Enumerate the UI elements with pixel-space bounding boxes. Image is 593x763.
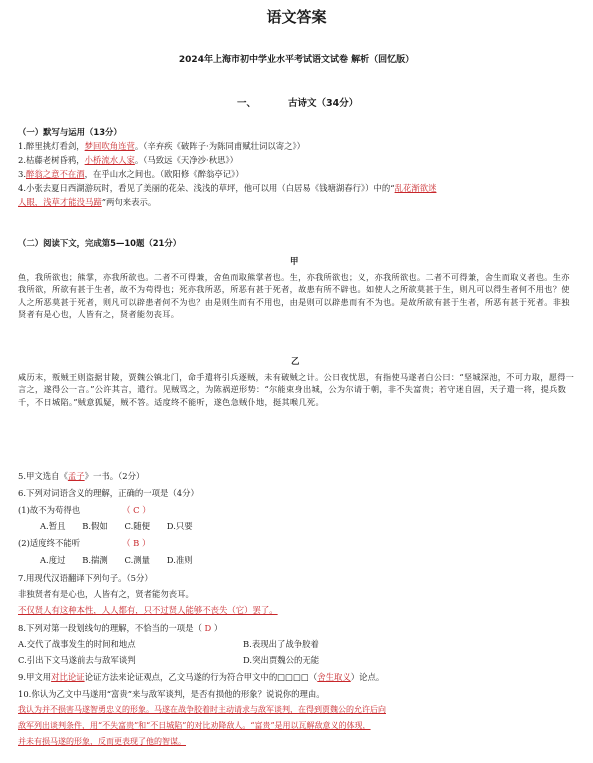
part1-header: （一）默写与运用（13分） bbox=[18, 127, 122, 137]
q6-sub2-stem: (2)适度终不能听 bbox=[18, 538, 81, 548]
question-10: 10.你认为乙文中马遂用“富贵”来与敌军谈判，是否有损他的形象？说说你的理由。 bbox=[18, 689, 325, 699]
passage-jia-label: 甲 bbox=[290, 256, 299, 266]
q3-answer: 醉翁之意不在酒 bbox=[26, 169, 85, 179]
q4-stem: 4.小张去夏日西湖游玩时，看见了美丽的花朵、浅浅的草坪，他可以用（白居易《钱塘湖春行》）中的“ bbox=[18, 183, 395, 193]
passage-jia-text: 鱼，我所欲也；熊掌，亦我所欲也。二者不可得兼，舍鱼而取熊掌者也。生，亦我所欲也；义，亦我所欲也。二者不可得兼，舍生而取义者也。生亦我所欲，所欲有甚于生者，故不为苟得也；死亦我所恶，所恶有甚于死者，故患有所不辟也。如使人之所欲莫甚于生，则凡可以得生者何不用也？使人之所恶莫甚于死者，则凡可以辟患者何不为也？由是则生而有不用也，由是则可以辟患而有不为也。是故所欲有甚于生者，所恶有甚于死者。非独贤者有是心也，人皆有之，贤者能勿丧耳。 bbox=[18, 272, 570, 320]
passage-yi-label: 乙 bbox=[291, 356, 300, 366]
question-5 bbox=[18, 470, 144, 482]
q10-answer-line-2: 敌军列出谈判条件，用“不失富贵”和“不日城陷”的对比劝降敌人。“富贵”是用以瓦解敌意义的体现， bbox=[18, 721, 371, 730]
q2-answer: 小桥流水人家 bbox=[84, 155, 135, 165]
q9-stem-mid: 论证方法来论证观点，乙文马遂的行为符合甲文中的□□□□（ bbox=[84, 672, 318, 682]
question-8 bbox=[18, 622, 222, 634]
q6-sub1 bbox=[18, 504, 151, 516]
q10-answer-line-3: 并未有损马遂的形象，反而更表现了他的智谋。 bbox=[18, 737, 186, 746]
question-3 bbox=[18, 168, 244, 180]
q1-stem: 1.醉里挑灯看剑， bbox=[18, 141, 85, 151]
section-number: 一、 bbox=[237, 98, 257, 109]
question-2 bbox=[18, 154, 238, 166]
page-title: 语文答案 bbox=[266, 8, 327, 26]
q2-stem: 2.枯藤老树昏鸦， bbox=[18, 155, 85, 165]
q9-answer-2: 舍生取义 bbox=[317, 672, 351, 682]
q10-answer-line-1: 我认为并不损害马遂智勇忠义的形象。马遂在战争胶着时主动请求与敌军谈判，在得到贾魏公的允许后向 bbox=[18, 705, 386, 714]
q2-source: 。（马致远《天净沙·秋思》） bbox=[134, 155, 239, 165]
q5-stem: 5.甲文选自《 bbox=[18, 471, 68, 481]
q8-option-d: D.突出贾魏公的无能 bbox=[243, 655, 320, 665]
q8-stem-end: ） bbox=[213, 623, 223, 633]
q4-stem-end: ”两句来表示。 bbox=[101, 197, 157, 207]
question-1 bbox=[18, 140, 305, 152]
q9-stem: 9.甲文用 bbox=[18, 672, 52, 682]
q6-sub1-options: A.暂且 B.假如 C.随便 D.只要 bbox=[40, 521, 193, 531]
q9-answer-1: 对比论证 bbox=[51, 672, 85, 682]
document-subtitle: 2024年上海市初中学业水平考试语文试卷 解析（回忆版） bbox=[178, 55, 415, 65]
question-6: 6.下列对词语含义的理解，正确的一项是（4分） bbox=[18, 488, 199, 498]
question-9 bbox=[18, 671, 384, 683]
part2-header: （二）阅读下文，完成第5—10题（21分） bbox=[18, 238, 182, 248]
q8-stem: 8.下列对第一段划线句的理解，不恰当的一项是（ bbox=[18, 623, 202, 633]
q9-stem-end: ）论点。 bbox=[350, 672, 385, 682]
q6-sub2-answer: （ B ） bbox=[122, 538, 151, 548]
q6-sub2 bbox=[18, 537, 150, 549]
q8-option-c: C.引出下文马遂前去与敌军谈判 bbox=[18, 655, 136, 665]
question-7: 7.用现代汉语翻译下列句子。（5分） bbox=[18, 573, 153, 583]
q6-sub2-options: A.度过 B.揣测 C.测量 D.准则 bbox=[40, 555, 193, 565]
q8-answer: D bbox=[201, 623, 214, 633]
q8-option-a: A.交代了战事发生的时间和地点 bbox=[18, 639, 136, 649]
q5-answer: 孟子 bbox=[67, 471, 85, 481]
q4-answer-part1: 乱花渐欲迷 bbox=[394, 183, 437, 193]
q6-sub1-answer: （ C ） bbox=[122, 505, 151, 515]
q7-sentence: 非独贤者有是心也，人皆有之，贤者能勿丧耳。 bbox=[18, 589, 194, 599]
q8-option-b: B.表现出了战争胶着 bbox=[243, 639, 319, 649]
q3-number: 3. bbox=[18, 169, 26, 179]
q4-answer-part2: 人眼，浅草才能没马蹄 bbox=[18, 197, 102, 207]
q3-stem: ，在乎山水之间也。（欧阳修《醉翁亭记》） bbox=[84, 169, 244, 179]
question-4-line2 bbox=[18, 196, 156, 208]
q1-answer: 梦回吹角连营 bbox=[84, 141, 135, 151]
question-4-line1 bbox=[18, 182, 436, 194]
q7-answer: 不仅贤人有这种本性，人人都有，只不过贤人能够不丧失（它）罢了。 bbox=[18, 605, 278, 615]
passage-yi-text: 咸历末，叛贼王则盗据甘陵，贾魏公镇北门，命手遣将引兵逐贼，未有破贼之计。公日夜忧思，有指使马遂者白公曰：“坚城深池，不可力取，愿得一言之，遂得公一言。”公许其言，遣行。见贼骂之，为陈祸逆形势：“尔能束身出城，公为尔请于朝，非不失富贵；若守迷自固，天子遣一将，提兵数千，不日城陷。”贼意狐疑，贼不答。适度终不能听，遂色急贼仆地，挺其喉几死。 bbox=[18, 372, 575, 407]
section-title: 古诗文（34分） bbox=[288, 98, 359, 109]
q6-sub1-stem: (1)故不为苟得也 bbox=[18, 505, 81, 515]
q1-source: 。（辛弃疾《破阵子·为陈同甫赋壮词以寄之》） bbox=[134, 141, 306, 151]
q5-stem-end: 》一书。（2分） bbox=[84, 471, 145, 481]
